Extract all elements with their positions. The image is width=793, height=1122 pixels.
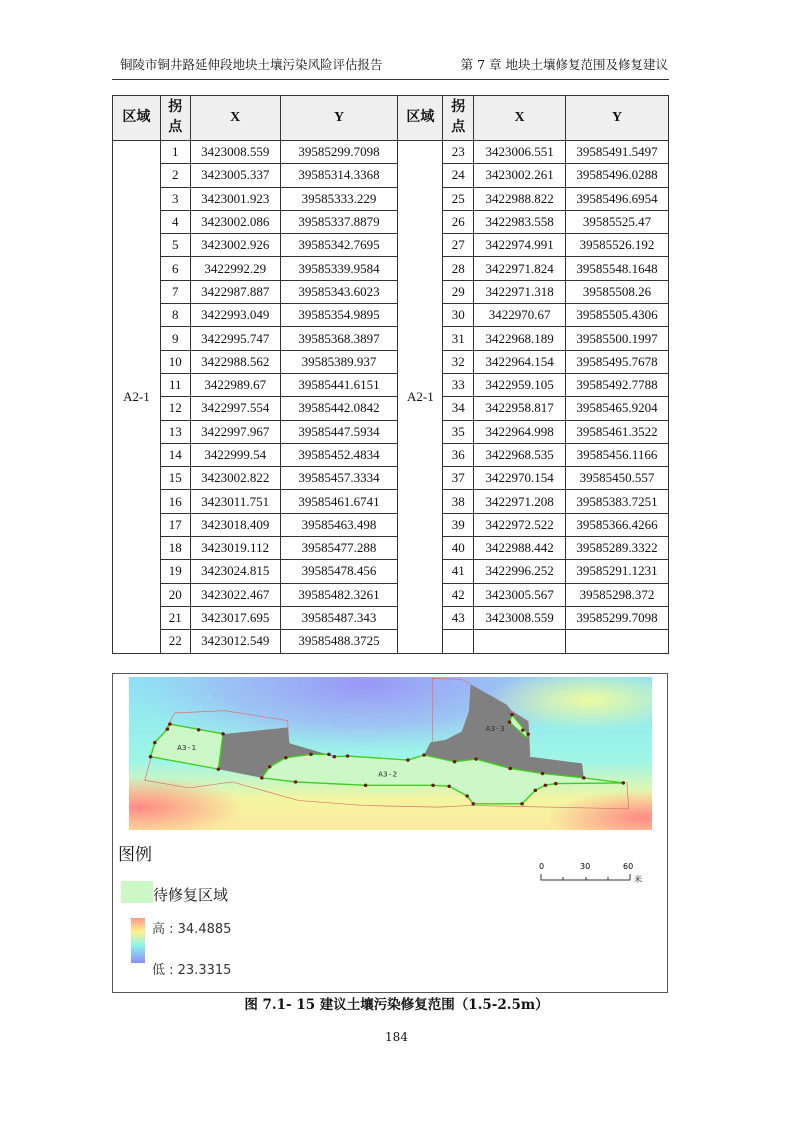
cell-x: 3423005.567	[474, 583, 566, 606]
cell-x: 3423011.751	[190, 490, 280, 513]
cell-x: 3422997.967	[190, 420, 280, 443]
cell-y: 39585333.229	[280, 187, 398, 210]
coordinates-table	[112, 95, 669, 654]
cell-x: 3422992.29	[190, 257, 280, 280]
cell-vertex: 22	[160, 630, 190, 653]
table-row	[113, 467, 669, 490]
table-row	[113, 280, 669, 303]
map-label-a3-1: A3-1	[177, 743, 197, 752]
table-row	[113, 234, 669, 257]
cell-y: 39585482.3261	[280, 583, 398, 606]
cell-vertex: 21	[160, 606, 190, 629]
cell-x: 3422970.154	[474, 467, 566, 490]
table-row	[113, 327, 669, 350]
cell-y: 39585457.3334	[280, 467, 398, 490]
cell-x: 3423001.923	[190, 187, 280, 210]
table-row	[113, 210, 669, 233]
cell-y: 39585442.0842	[280, 397, 398, 420]
cell-vertex: 7	[160, 280, 190, 303]
column-header-x: X	[190, 96, 280, 141]
cell-vertex: 35	[443, 420, 474, 443]
cell-vertex: 31	[443, 327, 474, 350]
cell-y: 39585291.1231	[566, 560, 669, 583]
cell-vertex	[443, 630, 474, 653]
cell-x: 3423002.086	[190, 210, 280, 233]
cell-vertex: 33	[443, 373, 474, 396]
cell-x: 3423017.695	[190, 606, 280, 629]
table-row	[113, 164, 669, 187]
cell-y: 39585389.937	[280, 350, 398, 373]
cell-x: 3422974.991	[474, 234, 566, 257]
cell-y: 39585452.4834	[280, 443, 398, 466]
table-row	[113, 420, 669, 443]
table-row	[113, 630, 669, 653]
cell-vertex: 8	[160, 304, 190, 327]
cell-x: 3423022.467	[190, 583, 280, 606]
cell-y: 39585342.7695	[280, 234, 398, 257]
cell-y: 39585368.3897	[280, 327, 398, 350]
ramp-high-label: 高 : 34.4885	[152, 922, 232, 937]
cell-y: 39585354.9895	[280, 304, 398, 327]
cell-x: 3423024.815	[190, 560, 280, 583]
cell-x: 3423002.926	[190, 234, 280, 257]
column-header-vertex: 拐 点	[160, 96, 190, 141]
cell-x: 3422983.558	[474, 210, 566, 233]
cell-vertex: 36	[443, 443, 474, 466]
table-row	[113, 350, 669, 373]
cell-x: 3422971.208	[474, 490, 566, 513]
cell-y: 39585461.6741	[280, 490, 398, 513]
cell-x: 3422993.049	[190, 304, 280, 327]
scale-tick-30: 30	[580, 862, 591, 871]
cell-vertex: 19	[160, 560, 190, 583]
table-row	[113, 513, 669, 536]
cell-vertex: 42	[443, 583, 474, 606]
cell-y: 39585298.372	[566, 583, 669, 606]
cell-vertex: 17	[160, 513, 190, 536]
cell-y: 39585447.5934	[280, 420, 398, 443]
cell-vertex: 13	[160, 420, 190, 443]
cell-vertex: 23	[443, 141, 474, 164]
cell-x: 3422972.522	[474, 513, 566, 536]
cell-y: 39585463.498	[280, 513, 398, 536]
cell-x: 3422959.105	[474, 373, 566, 396]
cell-x: 3423018.409	[190, 513, 280, 536]
table-row	[113, 304, 669, 327]
cell-x: 3422970.67	[474, 304, 566, 327]
cell-vertex: 32	[443, 350, 474, 373]
cell-vertex: 39	[443, 513, 474, 536]
column-header-region: 区域	[398, 96, 443, 141]
map-label-a3-3: A3-3	[485, 724, 505, 733]
figure-frame	[112, 673, 668, 993]
table-row	[113, 141, 669, 164]
cell-x: 3422971.824	[474, 257, 566, 280]
cell-vertex: 12	[160, 397, 190, 420]
color-ramp	[131, 918, 145, 963]
running-header-title: 铜陵市铜井路延伸段地块土壤污染风险评估报告	[120, 57, 383, 72]
cell-vertex: 3	[160, 187, 190, 210]
legend-title: 图例	[118, 845, 152, 865]
cell-y: 39585456.1166	[566, 443, 669, 466]
page-number: 184	[385, 1030, 408, 1044]
cell-vertex: 25	[443, 187, 474, 210]
scale-tick-60: 60	[623, 862, 634, 871]
cell-vertex: 16	[160, 490, 190, 513]
cell-y: 39585314.3368	[280, 164, 398, 187]
cell-y: 39585500.1997	[566, 327, 669, 350]
cell-y: 39585488.3725	[280, 630, 398, 653]
cell-y	[566, 630, 669, 653]
table-row	[113, 397, 669, 420]
cell-x: 3423002.822	[190, 467, 280, 490]
cell-y: 39585465.9204	[566, 397, 669, 420]
cell-vertex: 41	[443, 560, 474, 583]
cell-x: 3423002.261	[474, 164, 566, 187]
table-row	[113, 443, 669, 466]
cell-x: 3422968.535	[474, 443, 566, 466]
cell-vertex: 18	[160, 537, 190, 560]
cell-y: 39585343.6023	[280, 280, 398, 303]
cell-y: 39585487.343	[280, 606, 398, 629]
cell-vertex: 27	[443, 234, 474, 257]
cell-vertex: 20	[160, 583, 190, 606]
cell-y: 39585478.456	[280, 560, 398, 583]
table-row	[113, 373, 669, 396]
scale-tick-0: 0	[539, 862, 545, 871]
table-row	[113, 583, 669, 606]
cell-x: 3422995.747	[190, 327, 280, 350]
figure-caption: 图 7.1- 15 建议土壤污染修复范围（1.5-2.5m）	[244, 997, 549, 1013]
cell-y: 39585526.192	[566, 234, 669, 257]
region-cell: A2-1	[113, 141, 161, 654]
column-header-y: Y	[566, 96, 669, 141]
cell-x: 3422964.998	[474, 420, 566, 443]
cell-x: 3423019.112	[190, 537, 280, 560]
cell-y: 39585496.0288	[566, 164, 669, 187]
cell-x: 3422987.887	[190, 280, 280, 303]
cell-y: 39585508.26	[566, 280, 669, 303]
cell-y: 39585548.1648	[566, 257, 669, 280]
region-cell: A2-1	[398, 141, 443, 654]
cell-vertex: 2	[160, 164, 190, 187]
cell-x: 3422999.54	[190, 443, 280, 466]
remediation-map	[129, 677, 652, 830]
cell-vertex: 11	[160, 373, 190, 396]
cell-y: 39585492.7788	[566, 373, 669, 396]
cell-y: 39585299.7098	[566, 606, 669, 629]
cell-x: 3423006.551	[474, 141, 566, 164]
scale-bar	[537, 860, 647, 890]
table-row	[113, 537, 669, 560]
cell-y: 39585496.6954	[566, 187, 669, 210]
cell-vertex: 40	[443, 537, 474, 560]
cell-vertex: 29	[443, 280, 474, 303]
cell-x	[474, 630, 566, 653]
column-header-y: Y	[280, 96, 398, 141]
cell-y: 39585339.9584	[280, 257, 398, 280]
column-header-vertex: 拐 点	[443, 96, 474, 141]
cell-x: 3422964.154	[474, 350, 566, 373]
cell-x: 3423008.559	[474, 606, 566, 629]
table-row	[113, 490, 669, 513]
remediation-swatch-label: 待修复区域	[153, 886, 229, 904]
cell-vertex: 28	[443, 257, 474, 280]
cell-y: 39585525.47	[566, 210, 669, 233]
table-header-row	[113, 96, 669, 141]
map-label-a3-2: A3-2	[378, 769, 398, 779]
cell-vertex: 6	[160, 257, 190, 280]
cell-y: 39585337.8879	[280, 210, 398, 233]
cell-vertex: 34	[443, 397, 474, 420]
cell-vertex: 4	[160, 210, 190, 233]
cell-x: 3422958.817	[474, 397, 566, 420]
cell-x: 3422971.318	[474, 280, 566, 303]
cell-vertex: 24	[443, 164, 474, 187]
cell-vertex: 38	[443, 490, 474, 513]
cell-vertex: 10	[160, 350, 190, 373]
cell-x: 3422989.67	[190, 373, 280, 396]
cell-y: 39585505.4306	[566, 304, 669, 327]
running-header-chapter: 第 7 章 地块土壤修复范围及修复建议	[460, 57, 668, 72]
remediation-swatch	[121, 881, 153, 903]
cell-vertex: 37	[443, 467, 474, 490]
cell-vertex: 14	[160, 443, 190, 466]
cell-vertex: 26	[443, 210, 474, 233]
cell-vertex: 1	[160, 141, 190, 164]
table-row	[113, 606, 669, 629]
cell-x: 3423012.549	[190, 630, 280, 653]
ramp-low-label: 低 : 23.3315	[152, 963, 232, 978]
cell-y: 39585299.7098	[280, 141, 398, 164]
cell-y: 39585491.5497	[566, 141, 669, 164]
cell-x: 3422968.189	[474, 327, 566, 350]
cell-y: 39585441.6151	[280, 373, 398, 396]
column-header-x: X	[474, 96, 566, 141]
cell-vertex: 5	[160, 234, 190, 257]
cell-x: 3422988.442	[474, 537, 566, 560]
cell-x: 3422996.252	[474, 560, 566, 583]
table-row	[113, 257, 669, 280]
cell-vertex: 15	[160, 467, 190, 490]
cell-x: 3422988.562	[190, 350, 280, 373]
cell-x: 3423005.337	[190, 164, 280, 187]
cell-y: 39585495.7678	[566, 350, 669, 373]
cell-y: 39585383.7251	[566, 490, 669, 513]
cell-y: 39585477.288	[280, 537, 398, 560]
cell-vertex: 9	[160, 327, 190, 350]
cell-vertex: 30	[443, 304, 474, 327]
cell-y: 39585289.3322	[566, 537, 669, 560]
cell-x: 3423008.559	[190, 141, 280, 164]
cell-y: 39585461.3522	[566, 420, 669, 443]
header-divider	[112, 79, 669, 80]
column-header-region: 区域	[113, 96, 161, 141]
cell-x: 3422988.822	[474, 187, 566, 210]
cell-y: 39585450.557	[566, 467, 669, 490]
cell-vertex: 43	[443, 606, 474, 629]
cell-x: 3422997.554	[190, 397, 280, 420]
cell-y: 39585366.4266	[566, 513, 669, 536]
table-row	[113, 187, 669, 210]
scale-unit: 米	[634, 875, 642, 884]
table-row	[113, 560, 669, 583]
